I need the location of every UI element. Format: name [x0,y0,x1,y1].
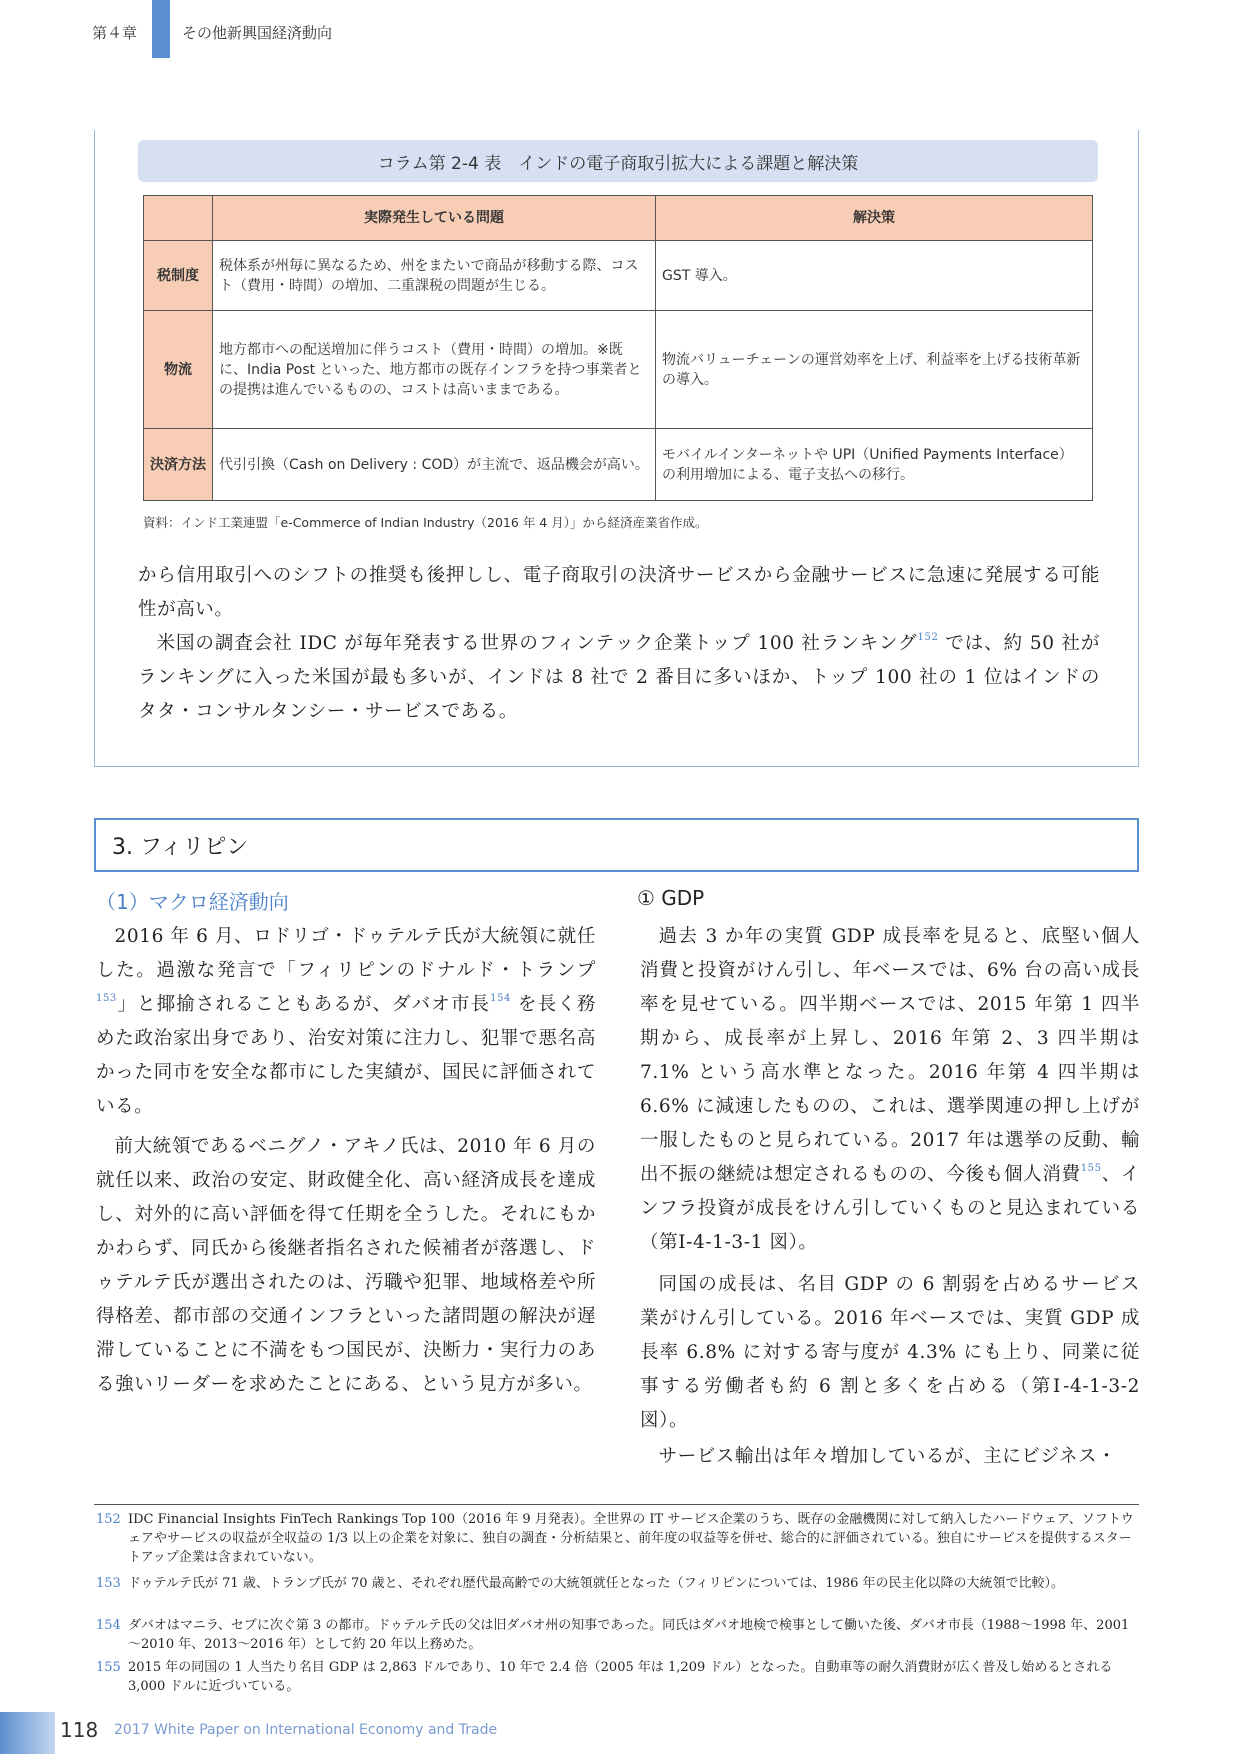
col-header-solution: 解決策 [656,196,1093,241]
issues-table [143,195,1093,501]
table-row [144,429,1093,501]
subsection-title-gdp: ① GDP [637,886,705,910]
text-span: 過去 3 か年の実質 GDP 成長率を見ると、底堅い個人消費と投資がけん引し、年ベースでは、6% 台の高い成長率を見せている。四半期ベースでは、2015 年第 1 四半期から、成長率が上昇し、2016 年第 2、3 四半期は 7.1% という高水準となった。2016 年第 4 四半期は 6.6% に減速したものの、これは、選挙関連の押し上げが一服したものと見られている。2017 年は選挙の反動、輸出不振の継続は想定されるものの、今後も個人消費 [640,926,1140,1185]
footnote-text: 2015 年の同国の 1 人当たり名目 GDP は 2,863 ドルであり、10 年で 2.4 倍（2005 年は 1,209 ドル）となった。自動車等の耐久消費財が広く普及し始めるとされる 3,000 ドルに近づいている。 [128,1660,1113,1694]
section-box-left-border [94,818,96,872]
col-header-problem: 実際発生している問題 [213,196,656,241]
right-paragraph [640,920,1140,1260]
left-paragraph [96,920,596,1124]
table-row [144,241,1093,311]
footnote [96,1658,1140,1696]
solution-cell: モバイルインターネットや UPI（Unified Payments Interface）の利用増加による、電子支払への移行。 [656,429,1093,501]
solution-cell: 物流バリューチェーンの運営効率を上げ、利益率を上げる技術革新の導入。 [656,311,1093,429]
subsection-title: （1）マクロ経済動向 [96,890,289,914]
footnote [96,1616,1140,1654]
footer-accent [0,1712,55,1754]
column-paragraph: から信用取引へのシフトの推奨も後押しし、電子商取引の決済サービスから金融サービスに急速に発展する可能性が高い。 [138,565,1100,620]
header-accent-bar [152,0,170,58]
footnote [96,1574,1140,1593]
text-span: 2016 年 6 月、ロドリゴ・ドゥテルテ氏が大統領に就任した。過激な発言で「フィリピンのドナルド・トランプ [96,926,596,981]
footnote-number: 154 [96,1618,121,1633]
chapter-label: 第４章 [92,24,138,42]
right-paragraph: 同国の成長は、名目 GDP の 6 割弱を占めるサービス業がけん引している。2016 年ベースでは、実質 GDP 成長率 6.8% に対する寄与度が 4.3% にも上り、同業に従事する労働者も約 6 割と多くを占める（第Ⅰ-4-1-3-2 図）。 [640,1274,1140,1431]
footnote-number: 152 [96,1512,121,1527]
footnote-number: 153 [96,1576,121,1591]
corner-cell [144,196,213,241]
table-header-row [144,196,1093,241]
page-number: 118 [60,1718,99,1742]
section-heading-box [94,818,1139,872]
row-label: 物流 [144,311,213,429]
text-span: を長く務めた政治家出身であり、治安対策に注力し、犯罪で悪名高かった同市を安全な都市にした実績が、国民に評価されている。 [96,994,596,1117]
column-paragraph [138,627,1100,729]
footnote-divider [94,1504,1139,1505]
text-span: 米国の調査会社 IDC が毎年発表する世界のフィンテック企業トップ 100 社ランキング [156,633,918,654]
footnote-ref[interactable]: 152 [917,632,939,643]
row-label: 決済方法 [144,429,213,501]
right-paragraph: サービス輸出は年々増加しているが、主にビジネス・ [658,1446,1117,1467]
table-source: 資料：インド工業連盟「e-Commerce of Indian Industry（2016 年 4 月）」から経済産業省作成。 [143,515,708,530]
problem-cell: 税体系が州毎に異なるため、州をまたいで商品が移動する際、コスト（費用・時間）の増加、二重課税の問題が生じる。 [213,241,656,311]
solution-cell: GST 導入。 [656,241,1093,311]
footer-title: 2017 White Paper on International Economy and Trade [114,1722,498,1738]
text-span: では、約 50 社がランキングに入った米国が最も多いが、インドは 8 社で 2 番目に多いほか、トップ 100 社の 1 位はインドのタタ・コンサルタンシー・サービスである。 [138,633,1100,722]
text-span: 、インフラ投資が成長をけん引していくものと見込まれている（第Ⅰ-4-1-3-1 図）。 [640,1164,1140,1253]
problem-cell: 代引引換（Cash on Delivery : COD）が主流で、返品機会が高い。 [213,429,656,501]
footnote-number: 155 [96,1660,121,1675]
problem-cell: 地方都市への配送増加に伴うコスト（費用・時間）の増加。※既に、India Post といった、地方都市の既存インフラを持つ事業者との提携は進んでいるものの、コストは高いままである。 [213,311,656,429]
footnote-text: IDC Financial Insights FinTech Rankings Top 100（2016 年 9 月発表）。全世界の IT サービス企業のうち、既存の金融機関に対して納入したハードウェア、ソフトウェアやサービスの収益が全収益の 1/3 以上の企業を対象に、独自の調査・分析結果と、前年度の収益等を併せ、総合的に評価されている。独自にサービスを提供するスタートアップ企業は含まれていない。 [128,1512,1134,1565]
section-title: 3. フィリピン [112,835,249,860]
footnote-ref[interactable]: 155 [1080,1163,1102,1174]
footnote-text: ドゥテルテ氏が 71 歳、トランプ氏が 70 歳と、それぞれ歴代最高齢での大統領就任となった（フィリピンについては、1986 年の民主化以降の大統領で比較）。 [128,1576,1065,1591]
footnote-ref[interactable]: 154 [490,993,512,1004]
footnote [96,1510,1140,1567]
text-span: 」と揶揄されることもあるが、ダバオ市長 [116,994,491,1015]
row-label: 税制度 [144,241,213,311]
table-title: コラム第 2-4 表 インドの電子商取引拡大による課題と解決策 [138,140,1098,182]
footnote-ref[interactable]: 153 [96,993,117,1004]
table-row [144,311,1093,429]
chapter-title: その他新興国経済動向 [182,24,333,42]
footnote-text: ダバオはマニラ、セブに次ぐ第 3 の都市。ドゥテルテ氏の父は旧ダバオ州の知事であった。同氏はダバオ地検で検事として働いた後、ダバオ市長（1988～1998 年、2001～2010 年、2013～2016 年）として約 20 年以上務めた。 [128,1618,1130,1652]
left-paragraph: 前大統領であるベニグノ・アキノ氏は、2010 年 6 月の就任以来、政治の安定、財政健全化、高い経済成長を達成し、対外的に高い評価を得て任期を全うした。それにもかかわらず、同氏から後継者指名された候補者が落選し、ドゥテルテ氏が選出されたのは、汚職や犯罪、地域格差や所得格差、都市部の交通インフラといった諸問題の解決が遅滞していることに不満をもつ国民が、決断力・実行力のある強いリーダーを求めたことにある、という見方が多い。 [96,1136,596,1395]
